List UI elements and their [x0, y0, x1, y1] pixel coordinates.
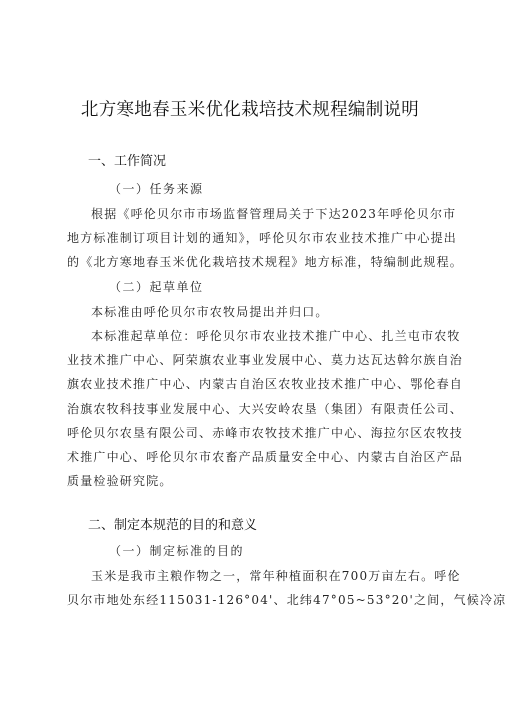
- subheading-standard-purpose: （一）制定标准的目的: [109, 544, 245, 558]
- paragraph-line: 地方标准制订项目计划的通知》，呼伦贝尔市农业技术推广中心提出: [67, 231, 458, 246]
- paragraph-task-source: [67, 202, 464, 275]
- subheading-drafting-units: （二）起草单位: [109, 280, 204, 294]
- paragraph-line: 业技术推广中心、阿荣旗农业事业发展中心、莫力达瓦达斡尔族自治: [67, 353, 464, 368]
- paragraph-line: 旗农业技术推广中心、内蒙古自治区农牧业技术推广中心、鄂伦春自: [67, 377, 464, 392]
- paragraph-proposer: [67, 300, 439, 324]
- paragraph-line: 玉米是我市主粮作物之一，常年种植面积在700万亩左右。呼伦: [91, 569, 461, 583]
- section-heading-work-overview: 一、工作简况: [88, 154, 167, 169]
- paragraph-line: 根据《呼伦贝尔市市场监督管理局关于下达2023年呼伦贝尔市: [91, 207, 457, 221]
- paragraph-drafting-units: [67, 324, 464, 493]
- subheading-task-source: （一）任务来源: [109, 182, 204, 196]
- paragraph-line: 治旗农牧科技事业发展中心、大兴安岭农垦（集团）有限责任公司、: [67, 401, 464, 416]
- paragraph-standard-purpose: [67, 564, 506, 612]
- paragraph-line: 的《北方寒地春玉米优化栽培技术规程》地方标准，特编制此规程。: [67, 255, 464, 270]
- document-title: 北方寒地春玉米优化栽培技术规程编制说明: [80, 100, 420, 120]
- paragraph-line: 本标准起草单位：呼伦贝尔市农业技术推广中心、扎兰屯市农牧: [91, 329, 461, 343]
- paragraph-line: 质量检验研究院。: [67, 474, 173, 489]
- paragraph-line: 贝尔市地处东经115031-126°04'、北纬47°05~53°20'之间，气候冷凉: [67, 593, 506, 608]
- paragraph-line: 术推广中心、呼伦贝尔市农畜产品质量安全中心、内蒙古自治区产品: [67, 450, 464, 465]
- paragraph-line: 呼伦贝尔农垦有限公司、赤峰市农牧技术推广中心、海拉尔区农牧技: [67, 425, 464, 440]
- paragraph-line: 本标准由呼伦贝尔市农牧局提出并归口。: [91, 305, 329, 319]
- section-heading-purpose-significance: 二、制定本规范的目的和意义: [88, 518, 258, 533]
